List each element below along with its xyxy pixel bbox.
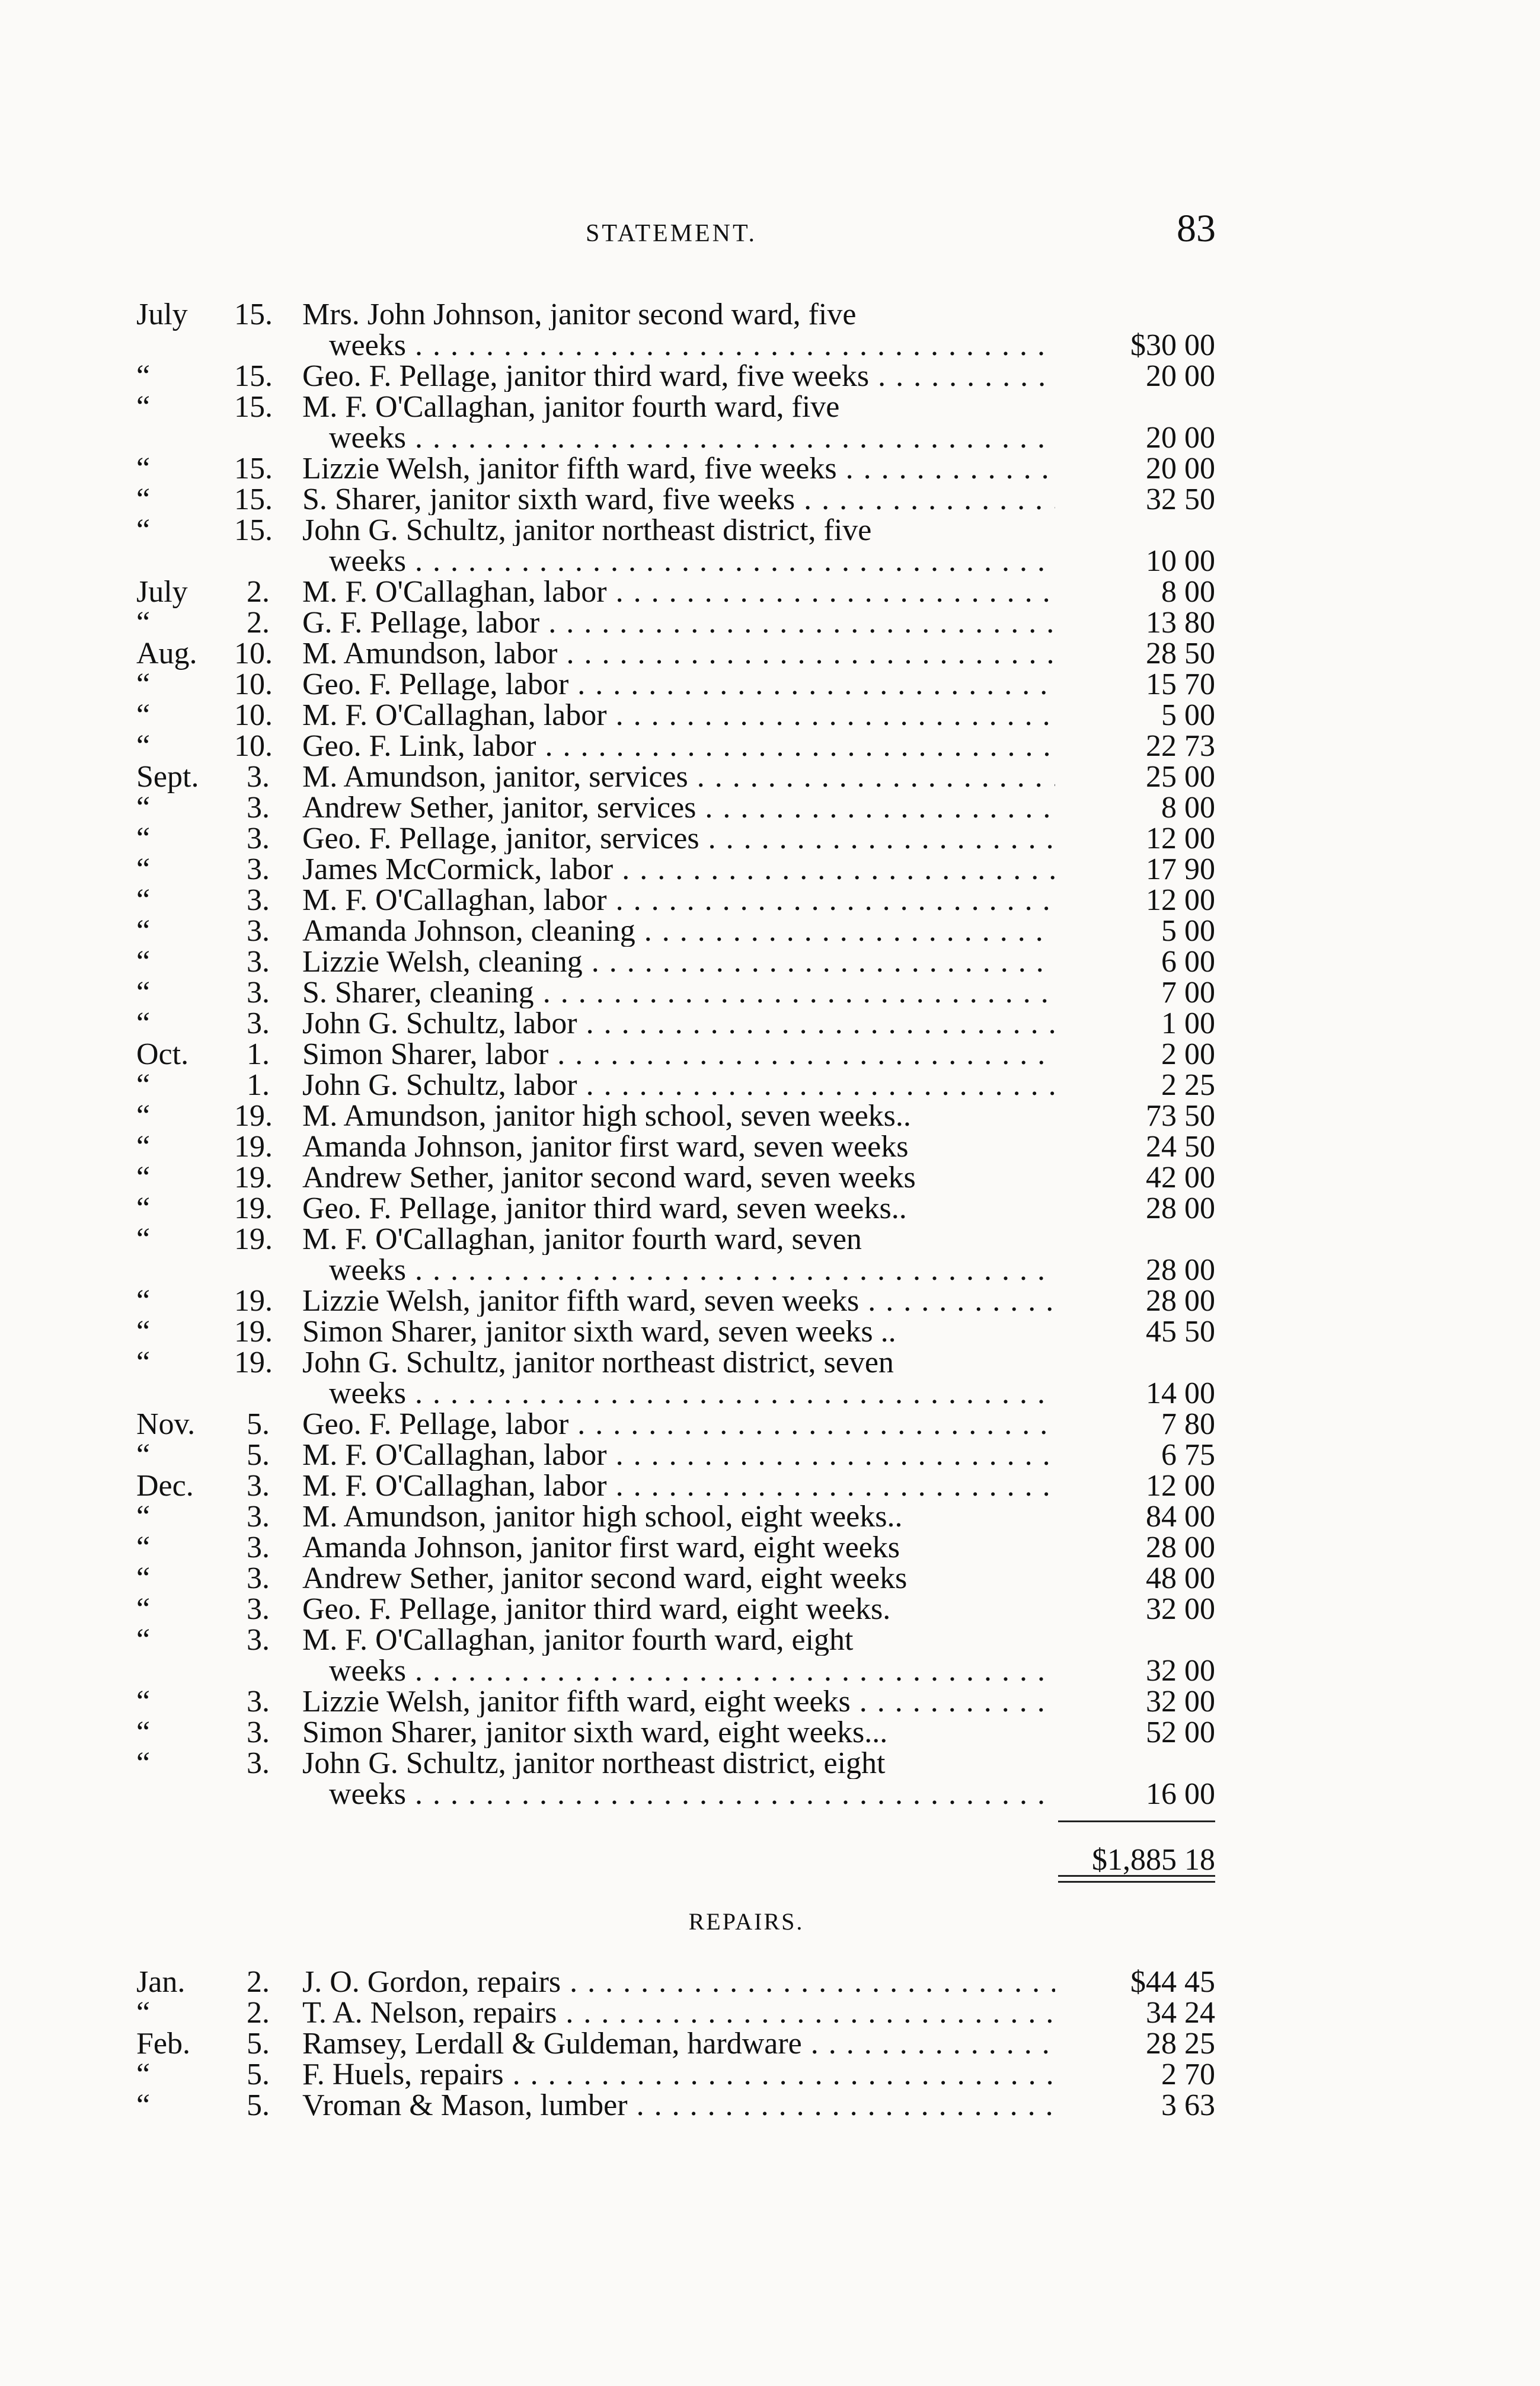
entry-description: John G. Schultz, janitor northeast district, five bbox=[302, 515, 872, 546]
ledger-row bbox=[0, 1101, 1540, 1132]
entry-day: 19. bbox=[234, 1192, 273, 1225]
entry-month: “ bbox=[136, 1592, 151, 1626]
entry-description: J. O. Gordon, repairs . . . bbox=[302, 1967, 1055, 1998]
entry-day: 3. bbox=[247, 1469, 270, 1503]
entry-amount: $30 00 bbox=[1130, 328, 1215, 362]
ledger-row-continuation bbox=[0, 1255, 1540, 1286]
entry-amount: 2 25 bbox=[1161, 1068, 1215, 1102]
entry-day: 2. bbox=[247, 575, 270, 609]
entry-description: M. Amundson, janitor high school, seven weeks.. bbox=[302, 1101, 911, 1132]
entry-description: M. F. O'Callaghan, labor . . . bbox=[302, 1440, 1055, 1471]
entry-month: “ bbox=[136, 1192, 151, 1225]
ledger-row bbox=[0, 638, 1540, 669]
ledger-row-continuation bbox=[0, 330, 1540, 361]
entry-amount: 28 25 bbox=[1146, 2027, 1215, 2061]
entry-month: “ bbox=[136, 1130, 151, 1164]
entry-month: “ bbox=[136, 698, 151, 732]
ledger-row bbox=[0, 484, 1540, 515]
entry-description: M. Amundson, janitor, services . . . bbox=[302, 762, 1055, 793]
entry-amount: 22 73 bbox=[1146, 729, 1215, 763]
entry-day: 3. bbox=[247, 822, 270, 855]
entry-amount: 28 50 bbox=[1146, 637, 1215, 670]
entry-description: Geo. F. Pellage, janitor third ward, eight weeks. bbox=[302, 1594, 891, 1625]
ledger-row bbox=[0, 731, 1540, 762]
entry-description: M. F. O'Callaghan, labor . . . bbox=[302, 577, 1055, 608]
entry-day: 2. bbox=[247, 606, 270, 640]
entry-day: 15. bbox=[234, 483, 273, 516]
ledger-row bbox=[0, 1594, 1540, 1625]
entry-month: “ bbox=[136, 914, 151, 948]
entry-day: 3. bbox=[247, 1746, 270, 1780]
entry-month: “ bbox=[136, 1222, 151, 1256]
ledger-row bbox=[0, 1317, 1540, 1347]
entry-day: 19. bbox=[234, 1315, 273, 1349]
repairs-heading-text: REPAIRS. bbox=[688, 1908, 804, 1935]
running-title: STATEMENT. bbox=[586, 220, 758, 247]
entry-description: M. F. O'Callaghan, labor . . . bbox=[302, 885, 1055, 916]
entry-day: 2. bbox=[247, 1965, 270, 1999]
entry-description: M. F. O'Callaghan, janitor fourth ward, eight bbox=[302, 1625, 854, 1656]
entry-description: Geo. F. Pellage, janitor third ward, seven weeks.. bbox=[302, 1193, 907, 1224]
entry-amount: 2 70 bbox=[1161, 2058, 1215, 2091]
entry-month: “ bbox=[136, 945, 151, 979]
entry-month: “ bbox=[136, 513, 151, 547]
entry-month: “ bbox=[136, 452, 151, 485]
entry-month: “ bbox=[136, 359, 151, 393]
entry-description: John G. Schultz, janitor northeast district, eight bbox=[302, 1748, 886, 1779]
entry-amount: 32 00 bbox=[1146, 1654, 1215, 1688]
entry-amount: $44 45 bbox=[1130, 1965, 1215, 1999]
entry-month: July bbox=[136, 575, 188, 609]
entry-amount: 20 00 bbox=[1146, 452, 1215, 485]
entry-description: M. F. O'Callaghan, janitor fourth ward, seven bbox=[302, 1224, 862, 1255]
ledger-row bbox=[0, 453, 1540, 484]
ledger-row bbox=[0, 1967, 1540, 1998]
ledger-row bbox=[0, 669, 1540, 700]
entry-description: Lizzie Welsh, janitor fifth ward, seven weeks . . . bbox=[302, 1286, 1055, 1317]
entry-description-continued: weeks . . . bbox=[329, 546, 1055, 577]
entry-description: Simon Sharer, janitor sixth ward, seven weeks .. bbox=[302, 1317, 896, 1347]
entry-amount: 7 80 bbox=[1161, 1407, 1215, 1441]
entry-day: 5. bbox=[247, 2058, 270, 2091]
entry-description: S. Sharer, cleaning . . . bbox=[302, 978, 1055, 1008]
entry-amount: 20 00 bbox=[1146, 359, 1215, 393]
entry-month: “ bbox=[136, 729, 151, 763]
entry-amount: 32 00 bbox=[1146, 1592, 1215, 1626]
entry-month: “ bbox=[136, 2058, 151, 2091]
entry-month: “ bbox=[136, 976, 151, 1010]
entry-month: “ bbox=[136, 1685, 151, 1719]
entry-description: Lizzie Welsh, janitor fifth ward, eight weeks . . . bbox=[302, 1687, 1055, 1717]
entry-description: Simon Sharer, labor . . . bbox=[302, 1039, 1055, 1070]
entry-amount: 8 00 bbox=[1161, 791, 1215, 825]
entry-amount: 6 00 bbox=[1161, 945, 1215, 979]
entry-day: 2. bbox=[247, 1996, 270, 2030]
ledger-row bbox=[0, 1347, 1540, 1378]
entry-description: Geo. F. Link, labor . . . bbox=[302, 731, 1055, 762]
entry-month: Oct. bbox=[136, 1037, 189, 1071]
entry-description-continued: weeks . . . bbox=[329, 423, 1055, 453]
entry-day: 15. bbox=[234, 513, 273, 547]
entry-amount: 2 00 bbox=[1161, 1037, 1215, 1071]
ledger-row bbox=[0, 978, 1540, 1008]
repairs-heading bbox=[0, 1908, 1540, 1935]
entry-amount: 45 50 bbox=[1146, 1315, 1215, 1349]
entry-month: “ bbox=[136, 1099, 151, 1133]
entry-amount: 73 50 bbox=[1146, 1099, 1215, 1133]
ledger-row-continuation bbox=[0, 1656, 1540, 1687]
entry-description: John G. Schultz, janitor northeast district, seven bbox=[302, 1347, 894, 1378]
entry-month: “ bbox=[136, 483, 151, 516]
entry-day: 10. bbox=[234, 637, 273, 670]
entry-day: 1. bbox=[247, 1037, 270, 1071]
entry-month: “ bbox=[136, 1531, 151, 1564]
entry-amount: 42 00 bbox=[1146, 1161, 1215, 1194]
entry-day: 15. bbox=[234, 298, 273, 331]
entry-amount: 7 00 bbox=[1161, 976, 1215, 1010]
entry-description: Vroman & Mason, lumber . . . bbox=[302, 2090, 1055, 2121]
entry-amount: 20 00 bbox=[1146, 421, 1215, 455]
entry-day: 19. bbox=[234, 1346, 273, 1379]
ledger-row bbox=[0, 1717, 1540, 1748]
entry-amount: 3 63 bbox=[1161, 2088, 1215, 2122]
entry-amount: 8 00 bbox=[1161, 575, 1215, 609]
entry-amount: 1 00 bbox=[1161, 1007, 1215, 1040]
entry-day: 19. bbox=[234, 1161, 273, 1194]
entry-month: “ bbox=[136, 883, 151, 917]
ledger-row bbox=[0, 1286, 1540, 1317]
ledger-row bbox=[0, 1008, 1540, 1039]
ledger-row bbox=[0, 2090, 1540, 2121]
entry-description: M. F. O'Callaghan, janitor fourth ward, five bbox=[302, 392, 840, 423]
ledger-row bbox=[0, 392, 1540, 423]
entry-description: S. Sharer, janitor sixth ward, five weeks . . . bbox=[302, 484, 1055, 515]
ledger-row bbox=[0, 1193, 1540, 1224]
entry-description: Amanda Johnson, janitor first ward, seven weeks bbox=[302, 1132, 909, 1162]
entry-description: Andrew Sether, janitor second ward, seven weeks bbox=[302, 1162, 916, 1193]
entry-day: 10. bbox=[234, 729, 273, 763]
entry-description: Mrs. John Johnson, janitor second ward, five bbox=[302, 299, 857, 330]
ledger-row bbox=[0, 2059, 1540, 2090]
entry-description-continued: weeks . . . bbox=[329, 1656, 1055, 1687]
page-header bbox=[0, 207, 1540, 261]
entry-day: 3. bbox=[247, 945, 270, 979]
ledger-row bbox=[0, 793, 1540, 823]
entry-description-continued: weeks . . . bbox=[329, 1378, 1055, 1409]
ledger-row bbox=[0, 1224, 1540, 1255]
entry-description: Geo. F. Pellage, janitor, services . . . bbox=[302, 823, 1055, 854]
entry-description: M. Amundson, labor . . . bbox=[302, 638, 1055, 669]
entry-amount: 24 50 bbox=[1146, 1130, 1215, 1164]
entry-day: 10. bbox=[234, 667, 273, 701]
entry-day: 10. bbox=[234, 698, 273, 732]
ledger-row bbox=[0, 361, 1540, 392]
entry-day: 3. bbox=[247, 1685, 270, 1719]
ledger-row bbox=[0, 854, 1540, 885]
ledger-row bbox=[0, 1563, 1540, 1594]
ledger-row-continuation bbox=[0, 1779, 1540, 1810]
entry-day: 3. bbox=[247, 760, 270, 794]
ledger-row bbox=[0, 299, 1540, 330]
entry-description: John G. Schultz, labor . . . bbox=[302, 1070, 1055, 1101]
entry-description: M. F. O'Callaghan, labor . . . bbox=[302, 700, 1055, 731]
entry-amount: 84 00 bbox=[1146, 1500, 1215, 1534]
entry-description: M. Amundson, janitor high school, eight weeks.. bbox=[302, 1502, 903, 1532]
ledger-row bbox=[0, 762, 1540, 793]
entry-amount: 6 75 bbox=[1161, 1438, 1215, 1472]
entry-day: 19. bbox=[234, 1130, 273, 1164]
entry-amount: 28 00 bbox=[1146, 1192, 1215, 1225]
entry-day: 19. bbox=[234, 1099, 273, 1133]
ledger-row bbox=[0, 1440, 1540, 1471]
entry-month: “ bbox=[136, 822, 151, 855]
entry-month: Aug. bbox=[136, 637, 197, 670]
ledger-row bbox=[0, 916, 1540, 947]
entry-day: 3. bbox=[247, 1592, 270, 1626]
entry-description: Geo. F. Pellage, labor . . . bbox=[302, 1409, 1055, 1440]
entry-description-continued: weeks . . . bbox=[329, 330, 1055, 361]
entry-description: M. F. O'Callaghan, labor . . . bbox=[302, 1471, 1055, 1502]
entry-amount: 14 00 bbox=[1146, 1376, 1215, 1410]
entry-month: “ bbox=[136, 1315, 151, 1349]
page-number: 83 bbox=[1177, 207, 1216, 250]
entry-day: 3. bbox=[247, 852, 270, 886]
ledger-row bbox=[0, 1162, 1540, 1193]
ledger-row bbox=[0, 608, 1540, 638]
entry-description: Lizzie Welsh, janitor fifth ward, five weeks . . . bbox=[302, 453, 1055, 484]
entry-day: 3. bbox=[247, 914, 270, 948]
entry-month: “ bbox=[136, 852, 151, 886]
entry-amount: 5 00 bbox=[1161, 698, 1215, 732]
ledger-row bbox=[0, 1625, 1540, 1656]
entry-amount: 13 80 bbox=[1146, 606, 1215, 640]
entry-amount: 5 00 bbox=[1161, 914, 1215, 948]
entry-day: 3. bbox=[247, 1561, 270, 1595]
entry-amount: 17 90 bbox=[1146, 852, 1215, 886]
entry-month: “ bbox=[136, 1623, 151, 1657]
entry-amount: 32 00 bbox=[1146, 1685, 1215, 1719]
entry-month: “ bbox=[136, 1438, 151, 1472]
entry-month: Nov. bbox=[136, 1407, 196, 1441]
entry-amount: 52 00 bbox=[1146, 1716, 1215, 1749]
ledger-row bbox=[0, 1502, 1540, 1532]
entry-day: 5. bbox=[247, 1407, 270, 1441]
entry-amount: 15 70 bbox=[1146, 667, 1215, 701]
entry-amount: 48 00 bbox=[1146, 1561, 1215, 1595]
entry-day: 5. bbox=[247, 2027, 270, 2061]
entry-description: James McCormick, labor . . . bbox=[302, 854, 1055, 885]
entry-amount: 12 00 bbox=[1146, 822, 1215, 855]
entry-day: 3. bbox=[247, 1623, 270, 1657]
ledger-row bbox=[0, 515, 1540, 546]
entry-amount: 28 00 bbox=[1146, 1284, 1215, 1318]
entry-month: Jan. bbox=[136, 1965, 186, 1999]
entry-description: John G. Schultz, labor . . . bbox=[302, 1008, 1055, 1039]
entry-day: 19. bbox=[234, 1284, 273, 1318]
entry-month: July bbox=[136, 298, 188, 331]
entry-month: Dec. bbox=[136, 1469, 194, 1503]
entry-month: Sept. bbox=[136, 760, 199, 794]
entry-month: “ bbox=[136, 1561, 151, 1595]
entry-day: 3. bbox=[247, 883, 270, 917]
entry-day: 5. bbox=[247, 2088, 270, 2122]
entry-description: T. A. Nelson, repairs . . . bbox=[302, 1998, 1055, 2029]
entry-day: 3. bbox=[247, 1716, 270, 1749]
ledger-row bbox=[0, 2029, 1540, 2059]
ledger-row-continuation bbox=[0, 423, 1540, 453]
entry-amount: 25 00 bbox=[1146, 760, 1215, 794]
entry-description: G. F. Pellage, labor . . . bbox=[302, 608, 1055, 638]
ledger-row bbox=[0, 1132, 1540, 1162]
entry-day: 1. bbox=[247, 1068, 270, 1102]
entry-month: “ bbox=[136, 1746, 151, 1780]
entry-day: 3. bbox=[247, 791, 270, 825]
ledger-row bbox=[0, 1039, 1540, 1070]
ledger-row bbox=[0, 1409, 1540, 1440]
entry-amount: 28 00 bbox=[1146, 1253, 1215, 1287]
entry-day: 15. bbox=[234, 452, 273, 485]
ledger-row bbox=[0, 1070, 1540, 1101]
entry-month: “ bbox=[136, 1500, 151, 1534]
entry-day: 3. bbox=[247, 976, 270, 1010]
entry-amount: 16 00 bbox=[1146, 1777, 1215, 1811]
entry-amount: 12 00 bbox=[1146, 1469, 1215, 1503]
entry-month: “ bbox=[136, 667, 151, 701]
entry-amount: 32 50 bbox=[1146, 483, 1215, 516]
entry-month: “ bbox=[136, 606, 151, 640]
entry-month: “ bbox=[136, 1996, 151, 2030]
entry-amount: 34 24 bbox=[1146, 1996, 1215, 2030]
ledger-row bbox=[0, 1687, 1540, 1717]
entry-day: 3. bbox=[247, 1500, 270, 1534]
ledger-row bbox=[0, 885, 1540, 916]
entry-description: F. Huels, repairs . . . bbox=[302, 2059, 1055, 2090]
ledger-row-continuation bbox=[0, 546, 1540, 577]
sum-rule bbox=[1058, 1820, 1215, 1822]
ledger-row bbox=[0, 1471, 1540, 1502]
ledger-row-continuation bbox=[0, 1378, 1540, 1409]
entry-day: 5. bbox=[247, 1438, 270, 1472]
ledger-row bbox=[0, 1998, 1540, 2029]
entry-description: Geo. F. Pellage, labor . . . bbox=[302, 669, 1055, 700]
entry-description: Lizzie Welsh, cleaning . . . bbox=[302, 947, 1055, 978]
entry-month: “ bbox=[136, 1161, 151, 1194]
entry-month: Feb. bbox=[136, 2027, 190, 2061]
entry-month: “ bbox=[136, 1346, 151, 1379]
entry-amount: 28 00 bbox=[1146, 1531, 1215, 1564]
ledger-row bbox=[0, 823, 1540, 854]
entry-amount: 10 00 bbox=[1146, 544, 1215, 578]
entry-description: Andrew Sether, janitor, services . . . bbox=[302, 793, 1055, 823]
entry-description: Geo. F. Pellage, janitor third ward, five weeks . . . bbox=[302, 361, 1055, 392]
ledger-row bbox=[0, 947, 1540, 978]
ledger-row bbox=[0, 700, 1540, 731]
entry-description: Ramsey, Lerdall & Guldeman, hardware . . . bbox=[302, 2029, 1055, 2059]
entry-day: 15. bbox=[234, 390, 273, 424]
entry-month: “ bbox=[136, 1007, 151, 1040]
ledger-row bbox=[0, 1532, 1540, 1563]
ledger-row bbox=[0, 1748, 1540, 1779]
entry-month: “ bbox=[136, 791, 151, 825]
entry-day: 19. bbox=[234, 1222, 273, 1256]
entry-description: Andrew Sether, janitor second ward, eight weeks bbox=[302, 1563, 908, 1594]
ledger-row bbox=[0, 577, 1540, 608]
entry-amount: 12 00 bbox=[1146, 883, 1215, 917]
entry-day: 3. bbox=[247, 1531, 270, 1564]
entry-description: Amanda Johnson, cleaning . . . bbox=[302, 916, 1055, 947]
entry-month: “ bbox=[136, 1068, 151, 1102]
entry-day: 15. bbox=[234, 359, 273, 393]
entry-description-continued: weeks . . . bbox=[329, 1779, 1055, 1810]
ledger-total: $1,885 18 bbox=[1092, 1843, 1215, 1877]
entry-month: “ bbox=[136, 1284, 151, 1318]
entry-description: Amanda Johnson, janitor first ward, eight weeks bbox=[302, 1532, 900, 1563]
entry-month: “ bbox=[136, 390, 151, 424]
double-rule-bottom bbox=[1058, 1881, 1215, 1883]
entry-month: “ bbox=[136, 2088, 151, 2122]
entry-day: 3. bbox=[247, 1007, 270, 1040]
entry-month: “ bbox=[136, 1716, 151, 1749]
entry-description: Simon Sharer, janitor sixth ward, eight weeks... bbox=[302, 1717, 888, 1748]
entry-description-continued: weeks . . . bbox=[329, 1255, 1055, 1286]
